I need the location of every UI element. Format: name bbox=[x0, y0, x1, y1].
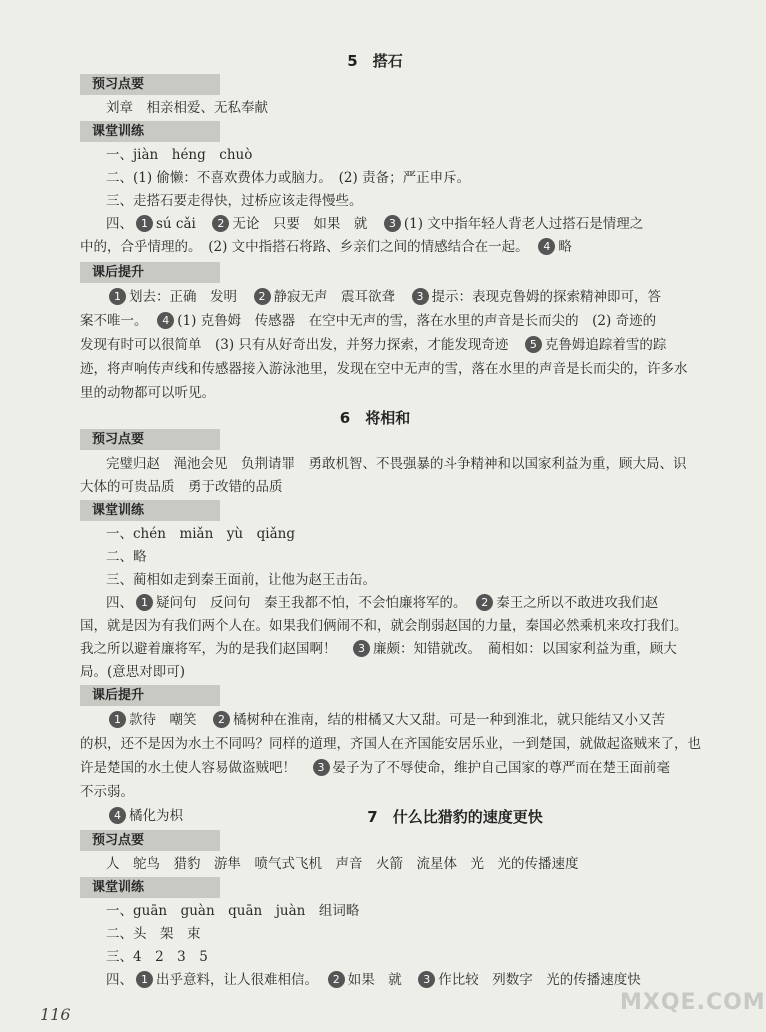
after-label: 课后提升 bbox=[80, 685, 220, 706]
l5-c2: 二、(1) 偷懒：不喜欢费体力或脑力。 (2) 责备；严正申斥。 bbox=[106, 170, 471, 186]
l5-c4d: 中的，合乎情理的。 (2) 文中指搭石将路、乡亲们之间的情感结合在一起。 bbox=[80, 239, 522, 255]
l6-c4: 四、 1 疑问句 反问句 秦王我都不怕，不会怕廉将军的。 2 秦王之所以不敢进攻我们赵 bbox=[106, 595, 659, 611]
circled-2-icon: 2 bbox=[212, 215, 229, 232]
l5-c4c: (1) 文中指年轻人背老人过搭石是情理之 bbox=[403, 216, 644, 232]
circled-1-icon: 1 bbox=[109, 288, 126, 305]
circled-2-icon: 2 bbox=[254, 288, 271, 305]
l6-a4 bbox=[80, 757, 708, 779]
circled-4-icon: 4 bbox=[538, 238, 555, 255]
l7-c1: 一、guān guàn quān juàn 组词略 bbox=[106, 903, 360, 919]
l6-c1: 一、chén miǎn yù qiǎng bbox=[106, 526, 295, 542]
circled-1-icon: 1 bbox=[109, 711, 126, 728]
l5-c4e: 略 bbox=[558, 239, 572, 255]
lesson-7-title: 7 什么比猎豹的速度更快 bbox=[367, 808, 543, 826]
l5-c4-cont bbox=[80, 236, 708, 258]
l6-c2: 二、略 bbox=[106, 549, 147, 565]
l7-c4c: 作比较 列数字 光的传播速度快 bbox=[438, 972, 641, 988]
l7-preview: 人 鸵鸟 猎豹 游隼 喷气式飞机 声音 火箭 流星体 光 光的传播速度 bbox=[106, 856, 579, 872]
l5-preview: 刘章 相亲相爱、无私奉献 bbox=[106, 100, 268, 116]
class-label: 课堂训练 bbox=[80, 500, 220, 521]
l7-c2: 二、头 架 束 bbox=[106, 926, 201, 942]
l7-c3: 三、4 2 3 5 bbox=[106, 949, 208, 965]
circled-3-icon: 3 bbox=[384, 215, 401, 232]
l6-a4-text: 许是楚国的水土使人容易做盗贼吧！ bbox=[80, 760, 296, 776]
l6-a1 bbox=[106, 709, 708, 731]
l6-c4c: 国，就是因为有我们两个人在。如果我们俩闹不和，就会削弱赵国的力量，秦国必然乘机来攻打我们。 bbox=[80, 618, 688, 634]
lesson-6-title: 6 将相和 bbox=[339, 409, 411, 427]
after-label: 课后提升 bbox=[80, 262, 220, 283]
l5-a5-text: (1) 克鲁姆 传感器 在空中无声的雪，落在水里的声音是长而尖的 (2) 奇迹的 bbox=[177, 313, 657, 329]
l5-a7-text: 克鲁姆追踪着雪的踪 bbox=[544, 337, 667, 353]
circled-1-icon: 1 bbox=[136, 215, 153, 232]
circled-4-icon: 4 bbox=[109, 807, 126, 824]
l5-c4: 四、 1 sú cǎi 2 无论 只要 如果 就 3 (1) 文中指年轻人背老人过搭石是情理之 bbox=[106, 216, 644, 232]
l6-a3: 的枳，还不是因为水土不同吗？同样的道理，齐国人在齐国能安居乐业，一到楚国，就做起盗贼来了，也 bbox=[80, 736, 701, 752]
circled-1-icon: 1 bbox=[136, 594, 153, 611]
circled-4-icon: 4 bbox=[157, 312, 174, 329]
l6-a2-text: 橘树种在淮南，结的柑橘又大又甜。可是一种到淮北，就只能结又小又苦 bbox=[233, 712, 665, 728]
circled-3-icon: 3 bbox=[353, 640, 370, 657]
l6-c4d-text: 我之所以避着廉将军，为的是我们赵国啊！ bbox=[80, 641, 337, 657]
l7-c4a: 出乎意料，让人很难相信。 bbox=[156, 972, 312, 988]
l5-c4a: sú cǎi bbox=[156, 216, 196, 232]
l5-a4-text: 案不唯一。 bbox=[80, 313, 141, 329]
l5-a2 bbox=[80, 310, 708, 332]
circled-3-icon: 3 bbox=[313, 759, 330, 776]
l5-a1-text: 划去：正确 发明 bbox=[129, 289, 237, 305]
circled-1-icon: 1 bbox=[136, 971, 153, 988]
circled-3-icon: 3 bbox=[418, 971, 435, 988]
circled-2-icon: 2 bbox=[328, 971, 345, 988]
l5-a3-text: 提示：表现克鲁姆的探索精神即可，答 bbox=[431, 289, 661, 305]
l6-a5-text: 晏子为了不辱使命，维护自己国家的尊严而在楚王面前毫 bbox=[332, 760, 670, 776]
circled-5-icon: 5 bbox=[525, 336, 542, 353]
l5-c3: 三、走搭石要走得快，过桥应该走得慢些。 bbox=[106, 193, 363, 209]
l7-c4: 四、 1 出乎意料，让人很难相信。 2 如果 就 3 作比较 列数字 光的传播速度快 bbox=[106, 972, 641, 988]
l6-c3: 三、蔺相如走到秦王面前，让他为赵王击缶。 bbox=[106, 572, 376, 588]
circled-3-icon: 3 bbox=[412, 288, 429, 305]
l6-c4b: 秦王之所以不敢进攻我们赵 bbox=[496, 595, 659, 611]
l6-p1: 完璧归赵 渑池会见 负荆请罪 勇敢机智、不畏强暴的斗争精神和以国家利益为重，顾大局、识 bbox=[106, 456, 687, 472]
l6-c4e-text: 廉颇：知错就改。 蔺相如：以国家利益为重，顾大 bbox=[373, 641, 677, 657]
watermark-logo: MXQE.COM bbox=[620, 990, 766, 1015]
class-label: 课堂训练 bbox=[80, 121, 220, 142]
l5-a1 bbox=[106, 286, 708, 308]
l5-c4b: 无论 只要 如果 就 bbox=[232, 216, 368, 232]
circled-2-icon: 2 bbox=[476, 594, 493, 611]
l6-p2: 大体的可贵品质 勇于改错的品质 bbox=[80, 479, 283, 495]
preview-label: 预习点要 bbox=[80, 429, 220, 450]
l5-a9: 里的动物都可以听见。 bbox=[80, 385, 215, 401]
l6-c4a: 疑问句 反问句 秦王我都不怕，不会怕廉将军的。 bbox=[156, 595, 460, 611]
l5-a2-text: 静寂无声 震耳欲聋 bbox=[273, 289, 395, 305]
circled-2-icon: 2 bbox=[213, 711, 230, 728]
l6-a1-text: 款待 嘲笑 bbox=[129, 712, 197, 728]
l6-c4d bbox=[80, 638, 708, 660]
l5-a3 bbox=[80, 334, 708, 356]
class-label: 课堂训练 bbox=[80, 877, 220, 898]
l6-c4f: 局。(意思对即可) bbox=[80, 664, 186, 680]
l5-a8: 迹，将声响传声线和传感器接入游泳池里，发现在空中无声的雪，落在水里的声音是长而尖的，许多水 bbox=[80, 361, 688, 377]
l7-c4b: 如果 就 bbox=[347, 972, 402, 988]
lesson-5-title: 5 搭石 bbox=[347, 52, 403, 70]
page-number: 116 bbox=[40, 1005, 71, 1024]
l5-a6-text: 发现有时可以很简单 (3) 只有从好奇出发，并努力探索，才能发现奇迹 bbox=[80, 337, 509, 353]
l6-a6: 不示弱。 bbox=[80, 784, 134, 800]
l6-a7-text: 橘化为枳 bbox=[129, 808, 183, 824]
preview-label: 预习点要 bbox=[80, 74, 220, 95]
l5-c1: 一、jiàn héng chuò bbox=[106, 147, 253, 163]
preview-label: 预习点要 bbox=[80, 830, 220, 851]
